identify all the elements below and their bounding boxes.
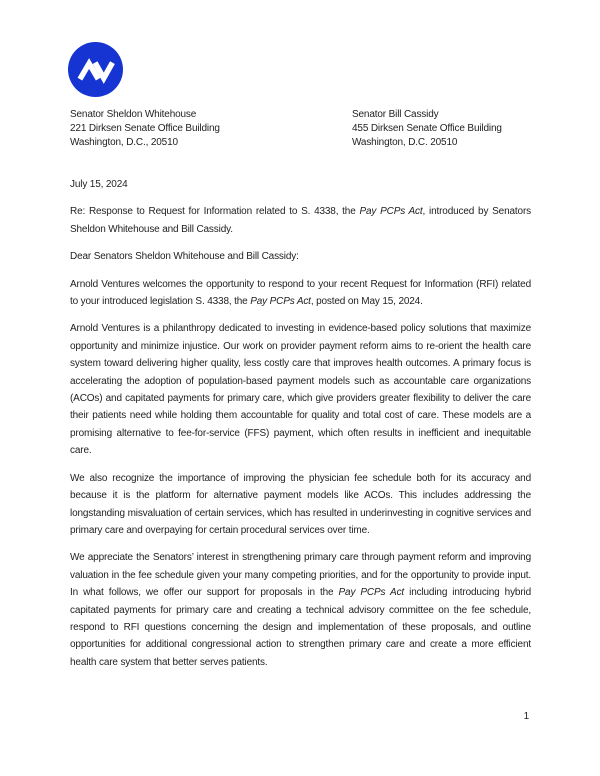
text-run: including introducing hybrid capitated payments for primary care and creating a technical advisory committee on the fee schedule, respond to RFI questions concerning the design and implementation of these proposals, and outline opportunities for additional congressional action to strengthen primary care and create a more efficient health care system that better serves patients.	[70, 587, 531, 668]
letter-paragraph	[70, 549, 531, 671]
text-run: Arnold Ventures welcomes the opportunity to respond to your recent Request for Information (RFI) related to your introduced legislation S. 4338, the	[70, 278, 531, 308]
recipient-street: 455 Dirksen Senate Office Building	[352, 123, 502, 135]
letter-paragraph	[70, 276, 531, 311]
italic-text-run: Pay PCPs Act	[359, 206, 423, 218]
recipient-block-cassidy	[352, 108, 531, 151]
text-run: , introduced by Senators Sheldon Whitehouse and Bill Cassidy.	[70, 206, 531, 235]
text-run: Re: Response to Request for Information related to S. 4338, the	[70, 206, 360, 218]
recipient-name: Senator Bill Cassidy	[352, 109, 439, 120]
letter-date: July 15, 2024	[70, 179, 128, 190]
text-run: , posted on May 15, 2024.	[310, 296, 423, 308]
recipient-block-whitehouse	[70, 108, 352, 151]
recipient-addresses	[70, 108, 531, 151]
letter-paragraph	[70, 320, 531, 459]
text-run: Arnold Ventures is a philanthropy dedicated to investing in evidence-based policy solutions that maximize opportunity and minimize injustice. Our work on provider payment reform aims to re-orient the health care system toward delivering higher quality, less costly care that improves health outcomes. A primary focus is accelerating the adoption of population-based payment models such as accountable care organizations (ACOs) and capitated payments for primary care, which give providers greater flexibility to deliver the care their patients need while holding them accountable for quality and total cost of care. These models are a promising alternative to fee-for-service (FFS) payment, which often results in inefficient and inequitable care.	[70, 323, 531, 457]
text-run: We also recognize the importance of improving the physician fee schedule both for its accuracy and because it is the platform for alternative payment models like ACOs. This includes addressing the longstanding misvaluation of certain services, which has resulted in underinvesting in cognitive services and primary care and overpaying for certain procedural services over time.	[70, 472, 531, 536]
letter-body	[70, 176, 531, 681]
italic-text-run: Pay PCPs Act	[250, 296, 311, 308]
italic-text-run: Pay PCPs Act	[338, 587, 405, 599]
recipient-city: Washington, D.C., 20510	[70, 137, 178, 149]
text-run: We appreciate the Senators’ interest in strengthening primary care through payment reform and improving valuation in the fee schedule given your many competing priorities, and for the opportunity to provide input. In what follows, we offer our support for proposals in the	[70, 552, 531, 599]
letter-paragraphs	[70, 276, 531, 672]
page-number: 1	[523, 711, 529, 722]
recipient-street: 221 Dirksen Senate Office Building	[70, 123, 220, 135]
letter-salutation: Dear Senators Sheldon Whitehouse and Bill Cassidy:	[70, 251, 299, 263]
recipient-name: Senator Sheldon Whitehouse	[70, 109, 197, 120]
letter-paragraph	[70, 470, 531, 540]
letter-subject	[70, 203, 531, 238]
recipient-city: Washington, D.C. 20510	[352, 137, 458, 149]
arnold-ventures-logo	[68, 42, 123, 97]
